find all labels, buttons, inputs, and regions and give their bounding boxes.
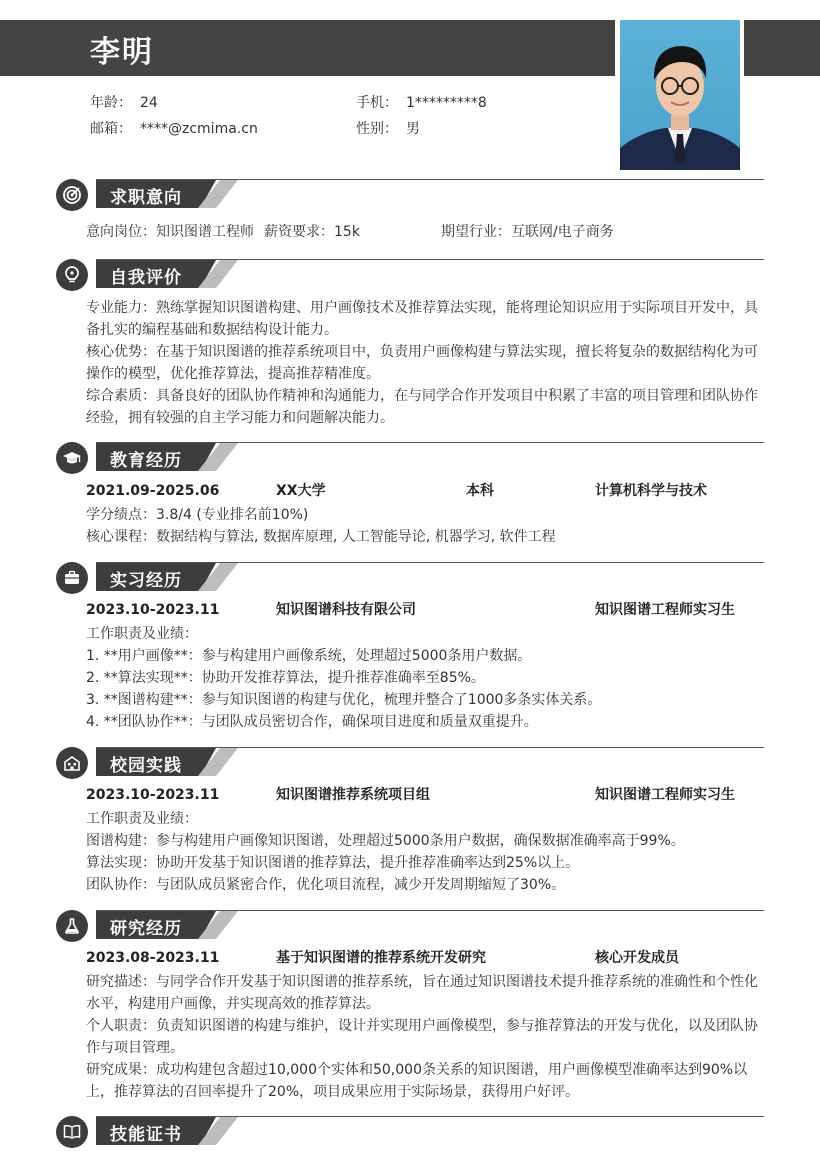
section-internship [56,562,764,594]
edu-school: XX大学 [276,483,326,499]
campus-row [86,784,766,806]
internship-row [86,599,766,621]
building-icon [56,747,88,779]
edu-period: 2021.09-2025.06 [86,483,220,499]
intern-period: 2023.10-2023.11 [86,602,220,618]
divider [96,179,764,180]
campus-period: 2023.10-2023.11 [86,787,220,803]
list-item: 1. **用户画像**：参与构建用户画像系统，处理超过5000条用户数据。 [86,648,532,664]
profile-photo [620,20,740,170]
list-item: 3. **图谱构建**：参与知识图谱的构建与优化，梳理并整合了1000多条实体关系。 [86,692,602,708]
campus-role: 知识图谱工程师实习生 [595,787,735,803]
gender-field: 性别： 男 [356,121,420,137]
section-job-intent [56,179,764,211]
self-eval-paragraph: 专业能力：熟练掌握知识图谱构建、用户画像技术及推荐算法实现，能将理论知识应用于实际项目开发中，具备扎实的编程基础和数据结构设计能力。 [86,300,758,338]
self-eval-paragraph: 核心优势：在基于知识图谱的推荐系统项目中，负责用户画像构建与算法实现，擅长将复杂的数据结构化为可操作的模型，优化推荐算法，提高推荐精准度。 [86,344,758,382]
section-campus [56,747,764,779]
section-education [56,442,764,474]
header-bar-right [744,20,820,76]
section-title: 技能证书 [110,1125,182,1145]
research-duty: 个人职责：负责知识图谱的构建与维护，设计并实现用户画像模型，参与推荐算法的开发与优化，以及团队协作与项目管理。 [86,1018,758,1056]
section-skills [56,1116,764,1148]
age-field: 年龄： 24 [90,95,158,111]
intent-position: 意向岗位：知识图谱工程师 [86,224,254,240]
intent-industry: 期望行业：互联网/电子商务 [441,224,614,240]
list-item: 算法实现：协助开发基于知识图谱的推荐算法，提升推荐准确率达到25%以上。 [86,855,580,871]
divider [96,1116,764,1117]
email-field: 邮箱： ****@zcmima.cn [90,121,258,137]
intern-intro: 工作职责及业绩： [86,626,198,642]
phone-field: 手机： 1*********8 [356,95,487,111]
graduation-cap-icon [56,442,88,474]
section-self-evaluation [56,259,764,291]
divider [96,910,764,911]
divider [96,747,764,748]
edu-major: 计算机科学与技术 [595,483,707,499]
section-title: 实习经历 [110,571,182,591]
section-title: 自我评价 [110,268,182,288]
divider [96,259,764,260]
target-icon [56,179,88,211]
campus-org: 知识图谱推荐系统项目组 [276,787,430,803]
research-row [86,947,766,969]
intent-salary: 薪资要求：15k [264,224,360,240]
intern-company: 知识图谱科技有限公司 [276,602,416,618]
research-project: 基于知识图谱的推荐系统开发研究 [276,950,486,966]
edu-gpa: 学分绩点：3.8/4 (专业排名前10%) [86,507,309,523]
section-title: 求职意向 [110,188,182,208]
research-result: 研究成果：成功构建包含超过10,000个实体和50,000条关系的知识图谱，用户画像模型准确率达到90%以上，推荐算法的召回率提升了20%，项目成果应用于实际场景，获得用户好评。 [86,1062,748,1100]
list-item: 图谱构建：参与构建用户画像知识图谱，处理超过5000条用户数据，确保数据准确率高于99%。 [86,833,685,849]
edu-degree: 本科 [466,483,494,499]
divider [96,442,764,443]
research-desc: 研究描述：与同学合作开发基于知识图谱的推荐系统，旨在通过知识图谱技术提升推荐系统的准确性和个性化水平，构建用户画像，并实现高效的推荐算法。 [86,974,758,1012]
briefcase-icon [56,562,88,594]
intern-role: 知识图谱工程师实习生 [595,602,735,618]
divider [96,562,764,563]
book-icon [56,1116,88,1148]
flask-icon [56,910,88,942]
research-role: 核心开发成员 [595,950,679,966]
self-eval-paragraph: 综合素质：具备良好的团队协作精神和沟通能力，在与同学合作开发项目中积累了丰富的项目管理和团队协作经验，拥有较强的自主学习能力和问题解决能力。 [86,388,758,426]
candidate-name: 李明 [90,35,154,70]
section-research [56,910,764,942]
education-row [86,480,766,502]
section-title: 研究经历 [110,919,182,939]
list-item: 团队协作：与团队成员紧密合作，优化项目流程，减少开发周期缩短了30%。 [86,877,566,893]
section-title: 校园实践 [110,756,182,776]
campus-intro: 工作职责及业绩： [86,811,198,827]
research-period: 2023.08-2023.11 [86,950,220,966]
edu-courses: 核心课程：数据结构与算法, 数据库原理, 人工智能导论, 机器学习, 软件工程 [86,529,556,545]
list-item: 4. **团队协作**：与团队成员密切合作，确保项目进度和质量双重提升。 [86,714,538,730]
section-title: 教育经历 [110,451,182,471]
lightbulb-icon [56,259,88,291]
list-item: 2. **算法实现**：协助开发推荐算法，提升推荐准确率至85%。 [86,670,485,686]
